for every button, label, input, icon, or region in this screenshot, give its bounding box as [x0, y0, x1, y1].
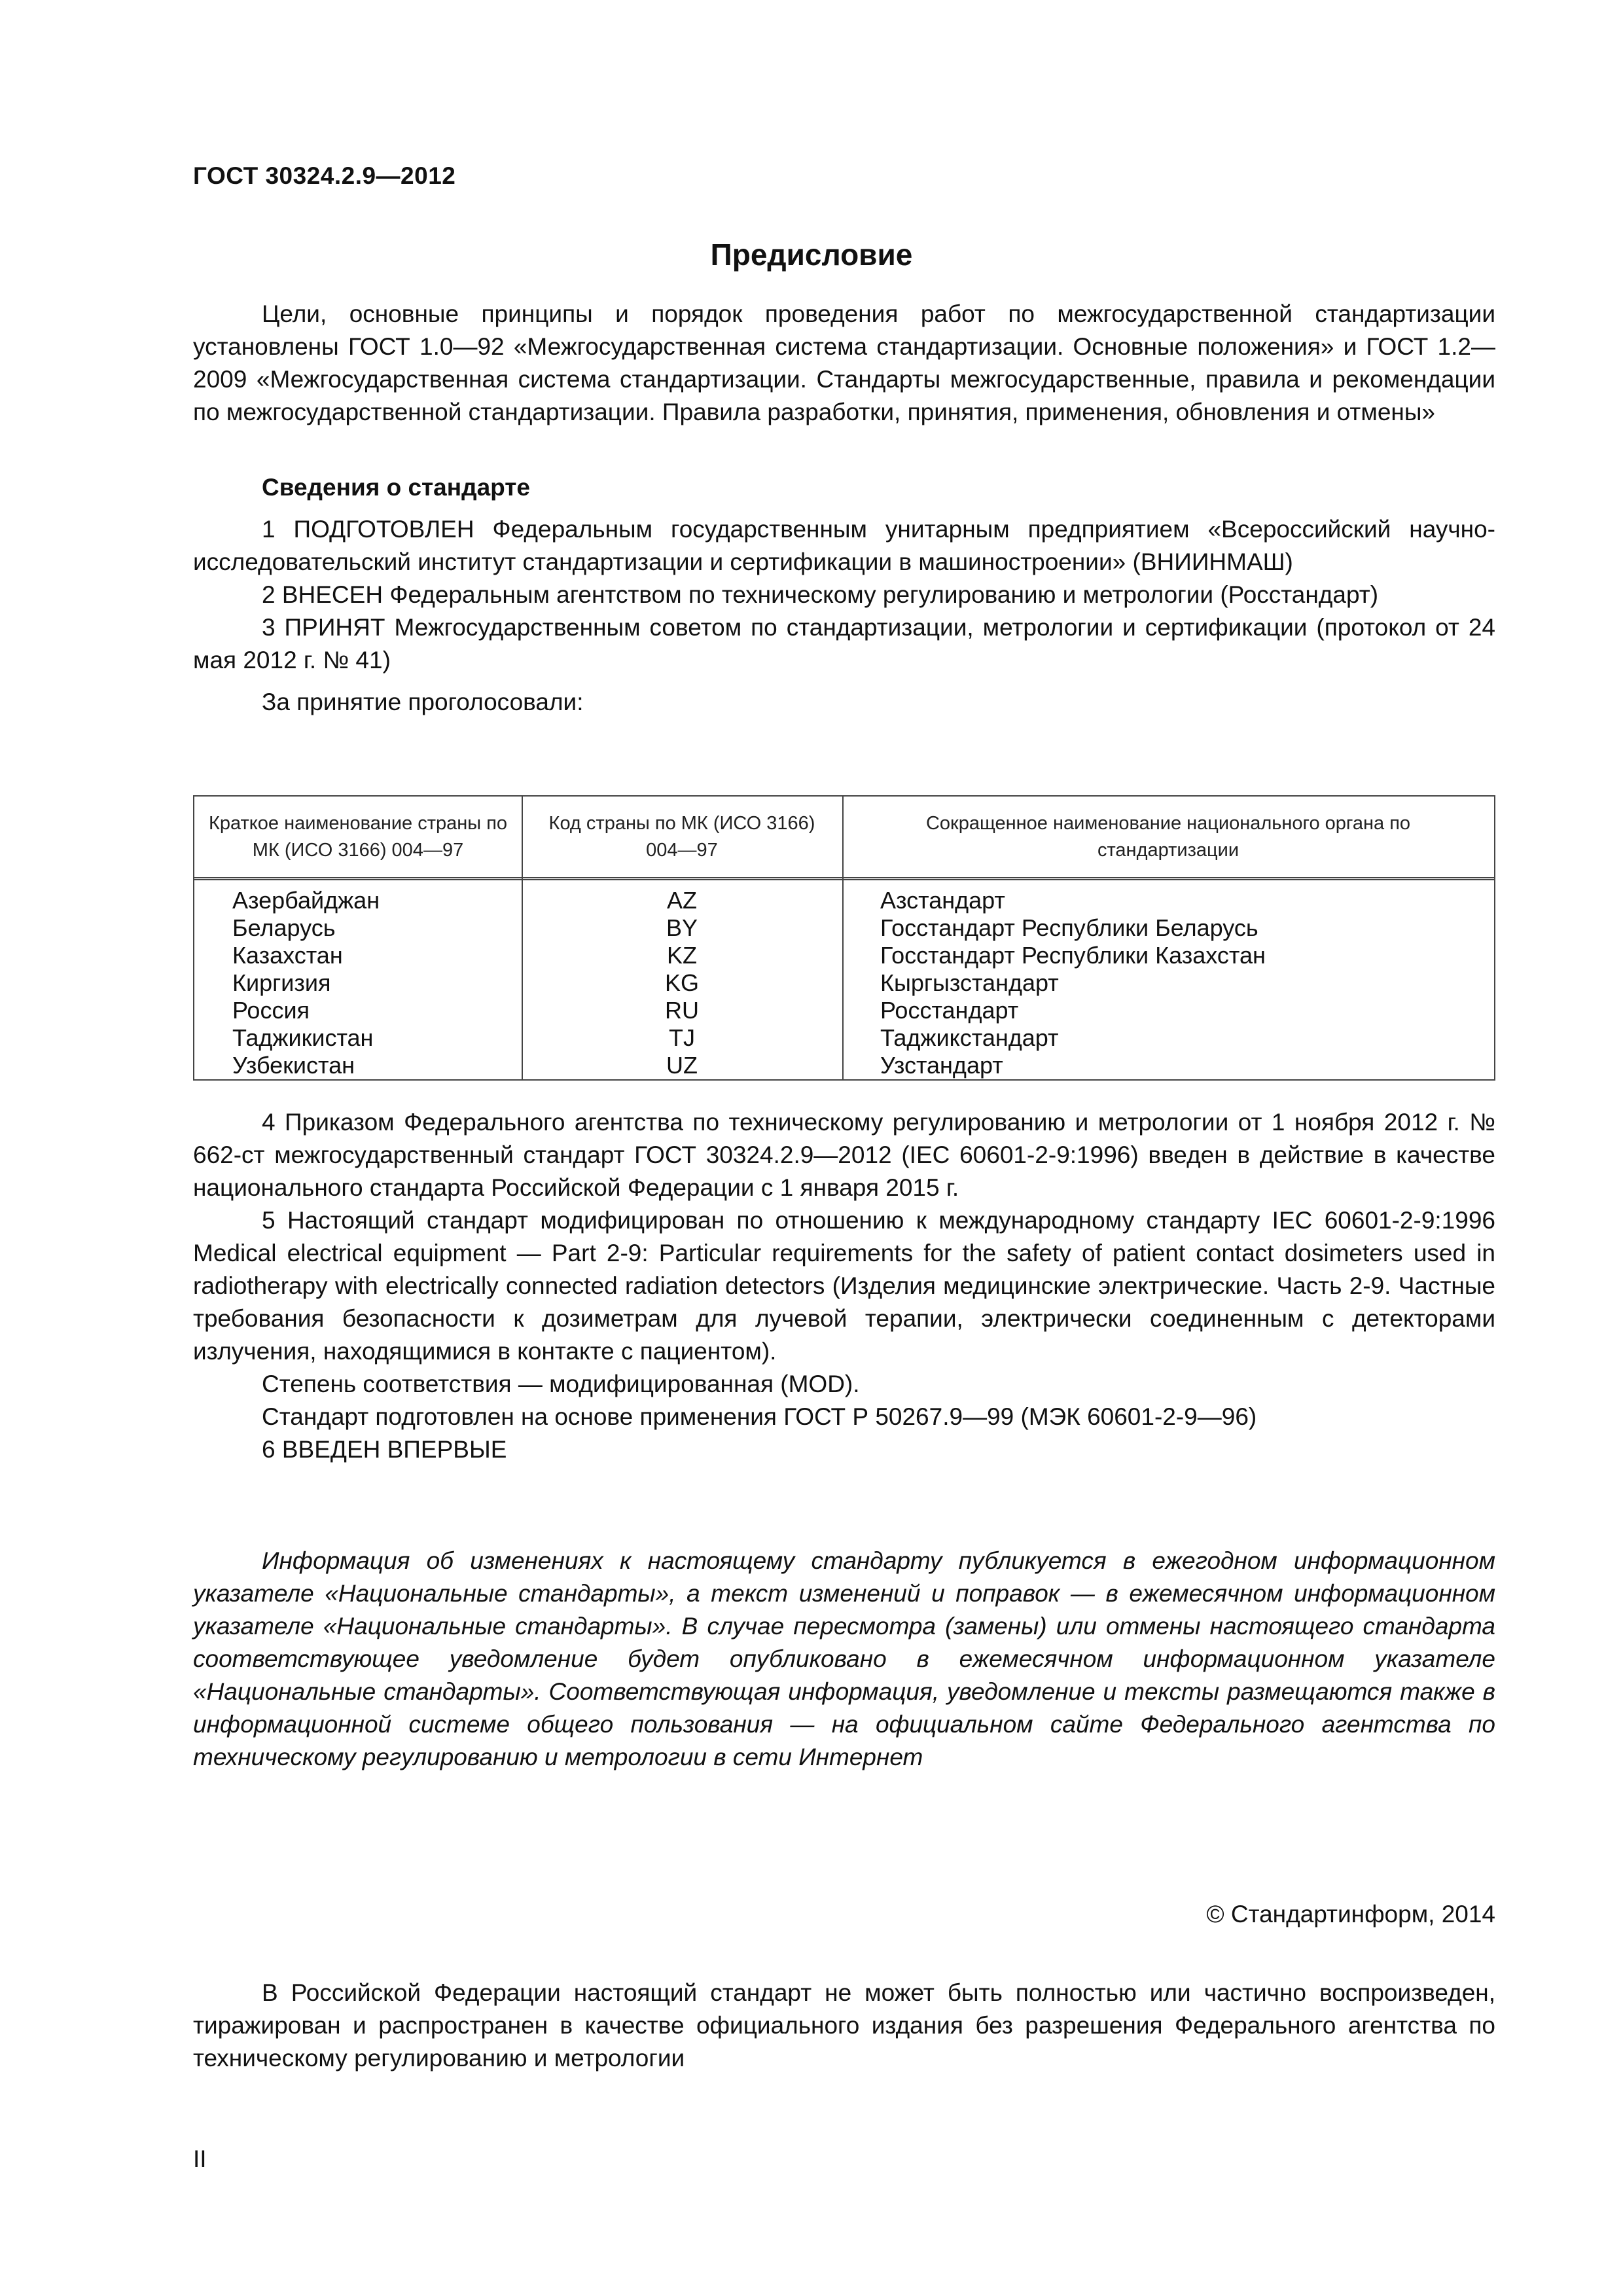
table-header: [194, 797, 1494, 880]
cell-country: Узбекистан: [232, 1052, 355, 1079]
degree-of-conformity: Степень соответствия — модифицированная (MOD).: [262, 1371, 860, 1397]
info-item-5: 5 Настоящий стандарт модифицирован по отношению к международному стандарту IEC 60601-2-9:1996 Medical electrical equipment — Part 2-9: Particular requirements for the safety of patient contact dosimeters used in radiotherapy with electrically connected radiation detectors (Изделия медицинские электрические. Часть 2-9. Частные требования безопасности к дозиметрам для лучевой терапии, электрически соединенным с детекторами излучения, находящимися в контакте с пациентом).: [193, 1207, 1495, 1365]
page-number: II: [193, 2145, 207, 2172]
intro-paragraph: Цели, основные принципы и порядок проведения работ по межгосударственной стандартизации установлены ГОСТ 1.0—92 «Межгосударственная система стандартизации. Основные положения» и ГОСТ 1.2—2009 «Межгосударственная система стандартизации. Стандарты межгосударственные, правила и рекомендации по межгосударственной стандартизации. Правила разработки, принятия, применения, обновления и отмены»: [193, 300, 1495, 425]
intro-section: [193, 298, 1495, 429]
rights-section: [193, 1977, 1495, 2075]
info-item-2: 2 ВНЕСЕН Федеральным агентством по техническому регулированию и метрологии (Росстандарт): [262, 581, 1379, 608]
cell-body: Кыргызстандарт: [880, 969, 1059, 996]
cell-body: Госстандарт Республики Беларусь: [880, 914, 1258, 941]
change-notice-text: Информация об изменениях к настоящему стандарту публикуется в ежегодном информационном указателе «Национальные стандарты», а текст изменений и поправок — в ежемесячном информационном указателе «Национальные стандарты». В случае пересмотра (замены) или отмены настоящего стандарта соответствующее уведомление будет опубликовано в ежемесячном информационном указателе «Национальные стандарты». Соответствующая информация, уведомление и тексты размещаются также в информационной системе общего пользования — на официальном сайте Федерального агентства по техническому регулированию и метрологии в сети Интернет: [193, 1547, 1495, 1770]
cell-code: RU: [665, 997, 699, 1024]
cell-code: TJ: [669, 1024, 695, 1051]
basis-statement: Стандарт подготовлен на основе применения ГОСТ Р 50267.9—99 (МЭК 60601-2-9—96): [262, 1403, 1257, 1430]
info-item-4: 4 Приказом Федерального агентства по техническому регулированию и метрологии от 1 ноября 2012 г. № 662-ст межгосударственный стандарт ГОСТ 30324.2.9—2012 (IEC 60601-2-9:1996) введен в действие в качестве национального стандарта Российской Федерации с 1 января 2015 г.: [193, 1109, 1495, 1201]
cell-body: Госстандарт Республики Казахстан: [880, 942, 1266, 969]
info-item-3: 3 ПРИНЯТ Межгосударственным советом по стандартизации, метрологии и сертификации (протокол от 24 мая 2012 г. № 41): [193, 614, 1495, 673]
cell-code: KG: [664, 969, 699, 996]
voting-table: [193, 795, 1495, 1081]
table-row: [194, 1052, 1494, 1079]
copyright-section: [193, 1898, 1495, 1931]
table-row: [194, 1024, 1494, 1052]
cell-country: Казахстан: [232, 942, 343, 969]
cell-code: AZ: [666, 887, 697, 914]
cell-country: Таджикистан: [232, 1024, 374, 1051]
table-body: [194, 887, 1494, 1079]
table-row: [194, 887, 1494, 914]
copyright-line: © Стандартинформ, 2014: [1206, 1901, 1495, 1928]
table-row: [194, 942, 1494, 969]
page-title: Предисловие: [710, 238, 913, 272]
info-item-1: 1 ПОДГОТОВЛЕН Федеральным государственным унитарным предприятием «Всероссийский научно-исследовательский институт стандартизации и сертификации в машиностроении» (ВНИИНМАШ): [193, 516, 1495, 575]
cell-country: Киргизия: [232, 969, 331, 996]
cell-body: Росстандарт: [880, 997, 1019, 1024]
implementation-section: [193, 1106, 1495, 1466]
cell-code: BY: [666, 914, 698, 941]
cell-body: Узстандарт: [880, 1052, 1003, 1079]
rights-statement: В Российской Федерации настоящий стандарт не может быть полностью или частично воспроизведен, тиражирован и распространен в качестве официального издания без разрешения Федерального агентства по техническому регулированию и метрологии: [193, 1979, 1495, 2072]
voted-label: За принятие проголосовали:: [262, 689, 584, 715]
cell-country: Россия: [232, 997, 310, 1024]
table-header-country: Краткое наименование страны по МК (ИСО 3166) 004—97: [208, 812, 508, 861]
info-item-6: 6 ВВЕДЕН ВПЕРВЫЕ: [262, 1436, 507, 1463]
table-row: [194, 969, 1494, 997]
standard-info-heading: Сведения о стандарте: [262, 474, 530, 501]
table-header-body: Сокращенное наименование национального органа по стандартизации: [925, 812, 1411, 861]
cell-code: KZ: [666, 942, 697, 969]
table-row: [194, 997, 1494, 1024]
table-header-code: Код страны по МК (ИСО 3166) 004—97: [548, 812, 815, 861]
table-row: [194, 914, 1494, 942]
cell-country: Беларусь: [232, 914, 336, 941]
standard-info-section: [193, 471, 1495, 719]
cell-country: Азербайджан: [232, 887, 380, 914]
cell-body: Таджикстандарт: [880, 1024, 1059, 1051]
cell-body: Азстандарт: [880, 887, 1005, 914]
document-code: ГОСТ 30324.2.9—2012: [193, 162, 456, 189]
cell-code: UZ: [666, 1052, 698, 1079]
change-notice-section: [193, 1545, 1495, 1774]
